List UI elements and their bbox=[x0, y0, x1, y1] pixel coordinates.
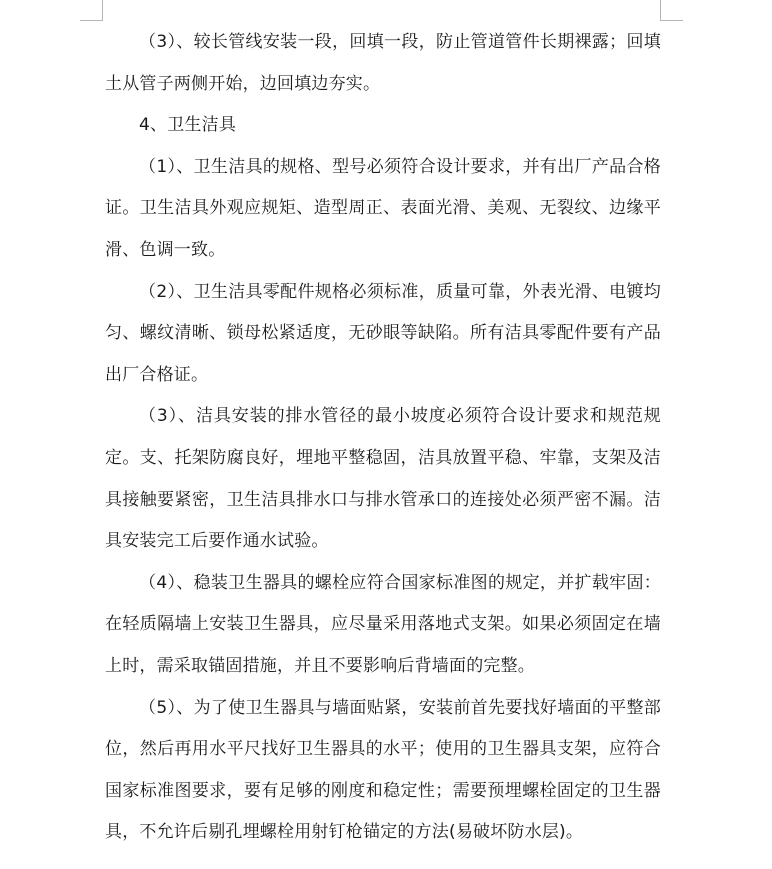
section-heading-sanitary-ware[interactable]: 4、卫生洁具 bbox=[139, 115, 237, 136]
top-right-margin-mark bbox=[660, 0, 683, 21]
document-body[interactable] bbox=[105, 22, 661, 854]
paragraph-sanitary-fittings[interactable]: （2）、卫生洁具零配件规格必须标准，质量可靠，外表光滑、电镀均匀、螺纹清晰、锁母松紧适度，无砂眼等缺陷。所有洁具零配件要有产品出厂合格证。 bbox=[105, 281, 661, 385]
paragraph-sanitary-ware-specs[interactable]: （1）、卫生洁具的规格、型号必须符合设计要求，并有出厂产品合格证。卫生洁具外观应规矩、造型周正、表面光滑、美观、无裂纹、边缘平滑、色调一致。 bbox=[105, 156, 661, 260]
top-left-margin-mark bbox=[80, 0, 103, 21]
paragraph-drainage-slope[interactable]: （3）、洁具安装的排水管径的最小坡度必须符合设计要求和规范规定。支、托架防腐良好，埋地平整稳固，洁具放置平稳、牢靠，支架及洁具接触要紧密，卫生洁具排水口与排水管承口的连接处必须严密不漏。洁具安装完工后要作通水试验。 bbox=[105, 406, 661, 552]
paragraph-fixing-bolts[interactable]: （4）、稳装卫生器具的螺栓应符合国家标准图的规定，并扩载牢固：在轻质隔墙上安装卫生器具，应尽量采用落地式支架。如果必须固定在墙上时，需采取锚固措施，并且不要影响后背墙面的完整。 bbox=[105, 572, 661, 676]
paragraph-wall-alignment[interactable]: （5）、为了使卫生器具与墙面贴紧，安装前首先要找好墙面的平整部位，然后再用水平尺找好卫生器具的水平；使用的卫生器具支架，应符合国家标准图要求，要有足够的刚度和稳定性；需要预埋螺栓固定的卫生器具，不允许后剔孔埋螺栓用射钉枪锚定的方法(易破坏防水层)。 bbox=[105, 697, 661, 843]
paragraph-pipe-backfill[interactable]: （3）、较长管线安装一段，回填一段，防止管道管件长期裸露；回填土从管子两侧开始，边回填边夯实。 bbox=[105, 32, 661, 94]
